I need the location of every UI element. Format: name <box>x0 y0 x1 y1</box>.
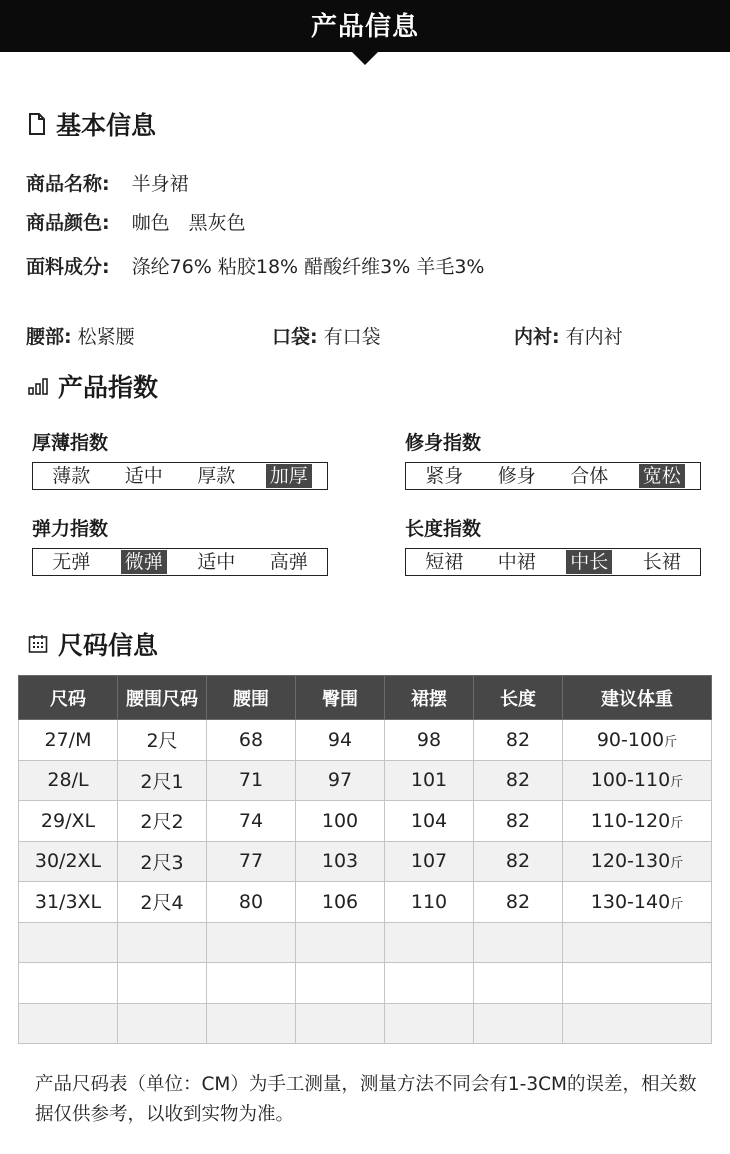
calendar-grid-icon <box>28 634 48 654</box>
table-cell: 74 <box>207 801 296 842</box>
weight-range: 120-130 <box>590 850 671 873</box>
table-cell: 98 <box>385 720 474 761</box>
lining-value: 有内衬 <box>559 326 623 348</box>
fabric-value: 涤纶76% 粘胶18% 醋酸纤维3% 羊毛3% <box>131 256 485 278</box>
waist-label: 腰部: <box>26 326 72 348</box>
pocket-value: 有口袋 <box>317 326 381 348</box>
bar-chart-icon <box>28 377 48 395</box>
column-header: 腰围 <box>207 676 296 720</box>
fabric-row <box>26 252 484 279</box>
table-cell: 77 <box>207 841 296 882</box>
table-row <box>19 801 712 842</box>
lining-attr <box>514 322 623 349</box>
elastic-option: 无弹 <box>52 551 91 573</box>
table-cell: 107 <box>385 841 474 882</box>
table-cell: 2尺1 <box>118 760 207 801</box>
thickness-option: 加厚 <box>266 464 312 488</box>
product-color-label: 商品颜色: <box>26 212 110 234</box>
elastic-option: 适中 <box>197 551 236 573</box>
fit-option: 修身 <box>497 465 536 487</box>
fit-scale <box>405 462 701 490</box>
length-title: 长度指数 <box>405 518 482 540</box>
length-option: 中长 <box>566 550 612 574</box>
pocket-label: 口袋: <box>272 326 318 348</box>
weight-cell <box>563 882 712 923</box>
size-table-header <box>19 676 712 720</box>
basic-info-title: 基本信息 <box>56 111 157 140</box>
table-cell: 110 <box>385 882 474 923</box>
banner-title: 产品信息 <box>310 12 419 42</box>
banner-notch <box>351 51 379 65</box>
empty-row <box>19 922 712 963</box>
length-option: 中裙 <box>497 551 536 573</box>
table-cell: 2尺4 <box>118 882 207 923</box>
weight-cell <box>563 720 712 761</box>
weight-unit: 斤 <box>670 856 684 872</box>
table-cell: 80 <box>207 882 296 923</box>
table-cell: 94 <box>296 720 385 761</box>
weight-unit: 斤 <box>664 734 678 750</box>
waist-value: 松紧腰 <box>71 326 135 348</box>
elastic-option: 高弹 <box>269 551 308 573</box>
length-scale <box>405 548 701 576</box>
elastic-scale <box>32 548 328 576</box>
table-cell: 82 <box>474 760 563 801</box>
column-header: 臀围 <box>296 676 385 720</box>
size-note: 产品尺码表（单位：CM）为手工测量，测量方法不同会有1-3CM的误差，相关数据仅供参考，以收到实物为准。 <box>35 1074 697 1125</box>
pocket-attr <box>272 322 381 349</box>
table-cell: 68 <box>207 720 296 761</box>
table-cell: 82 <box>474 720 563 761</box>
table-cell: 103 <box>296 841 385 882</box>
table-cell: 29/XL <box>19 801 118 842</box>
waist-attr <box>26 322 135 349</box>
table-cell: 82 <box>474 882 563 923</box>
table-cell: 82 <box>474 801 563 842</box>
table-cell: 106 <box>296 882 385 923</box>
thickness-option: 厚款 <box>197 465 236 487</box>
document-icon <box>28 113 46 135</box>
table-cell: 27/M <box>19 720 118 761</box>
table-cell: 100 <box>296 801 385 842</box>
fit-option: 合体 <box>570 465 609 487</box>
empty-row <box>19 963 712 1004</box>
table-cell: 2尺3 <box>118 841 207 882</box>
size-info-heading <box>28 626 158 662</box>
weight-cell <box>563 801 712 842</box>
thickness-option: 薄款 <box>52 465 91 487</box>
column-header: 腰围尺码 <box>118 676 207 720</box>
weight-range: 110-120 <box>590 809 671 832</box>
lining-label: 内衬: <box>514 326 560 348</box>
product-color-row <box>26 208 246 235</box>
weight-unit: 斤 <box>670 896 684 912</box>
table-cell: 31/3XL <box>19 882 118 923</box>
table-cell: 97 <box>296 760 385 801</box>
table-row <box>19 760 712 801</box>
table-cell: 101 <box>385 760 474 801</box>
length-option: 短裙 <box>425 551 464 573</box>
empty-row <box>19 1003 712 1044</box>
thickness-option: 适中 <box>124 465 163 487</box>
product-name-row <box>26 169 189 196</box>
weight-unit: 斤 <box>670 775 684 791</box>
length-option: 长裙 <box>642 551 681 573</box>
table-row <box>19 720 712 761</box>
column-header: 裙摆 <box>385 676 474 720</box>
weight-cell <box>563 760 712 801</box>
table-row <box>19 841 712 882</box>
elastic-option: 微弹 <box>121 550 167 574</box>
thickness-title: 厚薄指数 <box>32 432 109 454</box>
table-cell: 2尺 <box>118 720 207 761</box>
column-header: 长度 <box>474 676 563 720</box>
weight-unit: 斤 <box>670 815 684 831</box>
product-index-heading <box>28 368 158 404</box>
fit-option: 宽松 <box>639 464 685 488</box>
basic-info-heading <box>28 106 156 142</box>
product-name-value: 半身裙 <box>131 173 189 195</box>
column-header: 尺码 <box>19 676 118 720</box>
fit-title: 修身指数 <box>405 432 482 454</box>
elastic-title: 弹力指数 <box>32 518 109 540</box>
weight-range: 90-100 <box>596 728 665 751</box>
header-banner <box>0 0 730 52</box>
weight-range: 100-110 <box>590 769 671 792</box>
table-cell: 30/2XL <box>19 841 118 882</box>
table-cell: 28/L <box>19 760 118 801</box>
size-info-title: 尺码信息 <box>58 631 159 660</box>
product-index-title: 产品指数 <box>58 373 159 402</box>
table-cell: 2尺2 <box>118 801 207 842</box>
weight-range: 130-140 <box>590 890 671 913</box>
fabric-label: 面料成分: <box>26 256 110 278</box>
table-row <box>19 882 712 923</box>
column-header: 建议体重 <box>563 676 712 720</box>
product-color-value: 咖色 黑灰色 <box>131 212 246 234</box>
weight-cell <box>563 841 712 882</box>
size-table <box>18 675 712 1044</box>
fit-option: 紧身 <box>425 465 464 487</box>
table-cell: 71 <box>207 760 296 801</box>
product-name-label: 商品名称: <box>26 173 110 195</box>
table-cell: 82 <box>474 841 563 882</box>
table-cell: 104 <box>385 801 474 842</box>
thickness-scale <box>32 462 328 490</box>
